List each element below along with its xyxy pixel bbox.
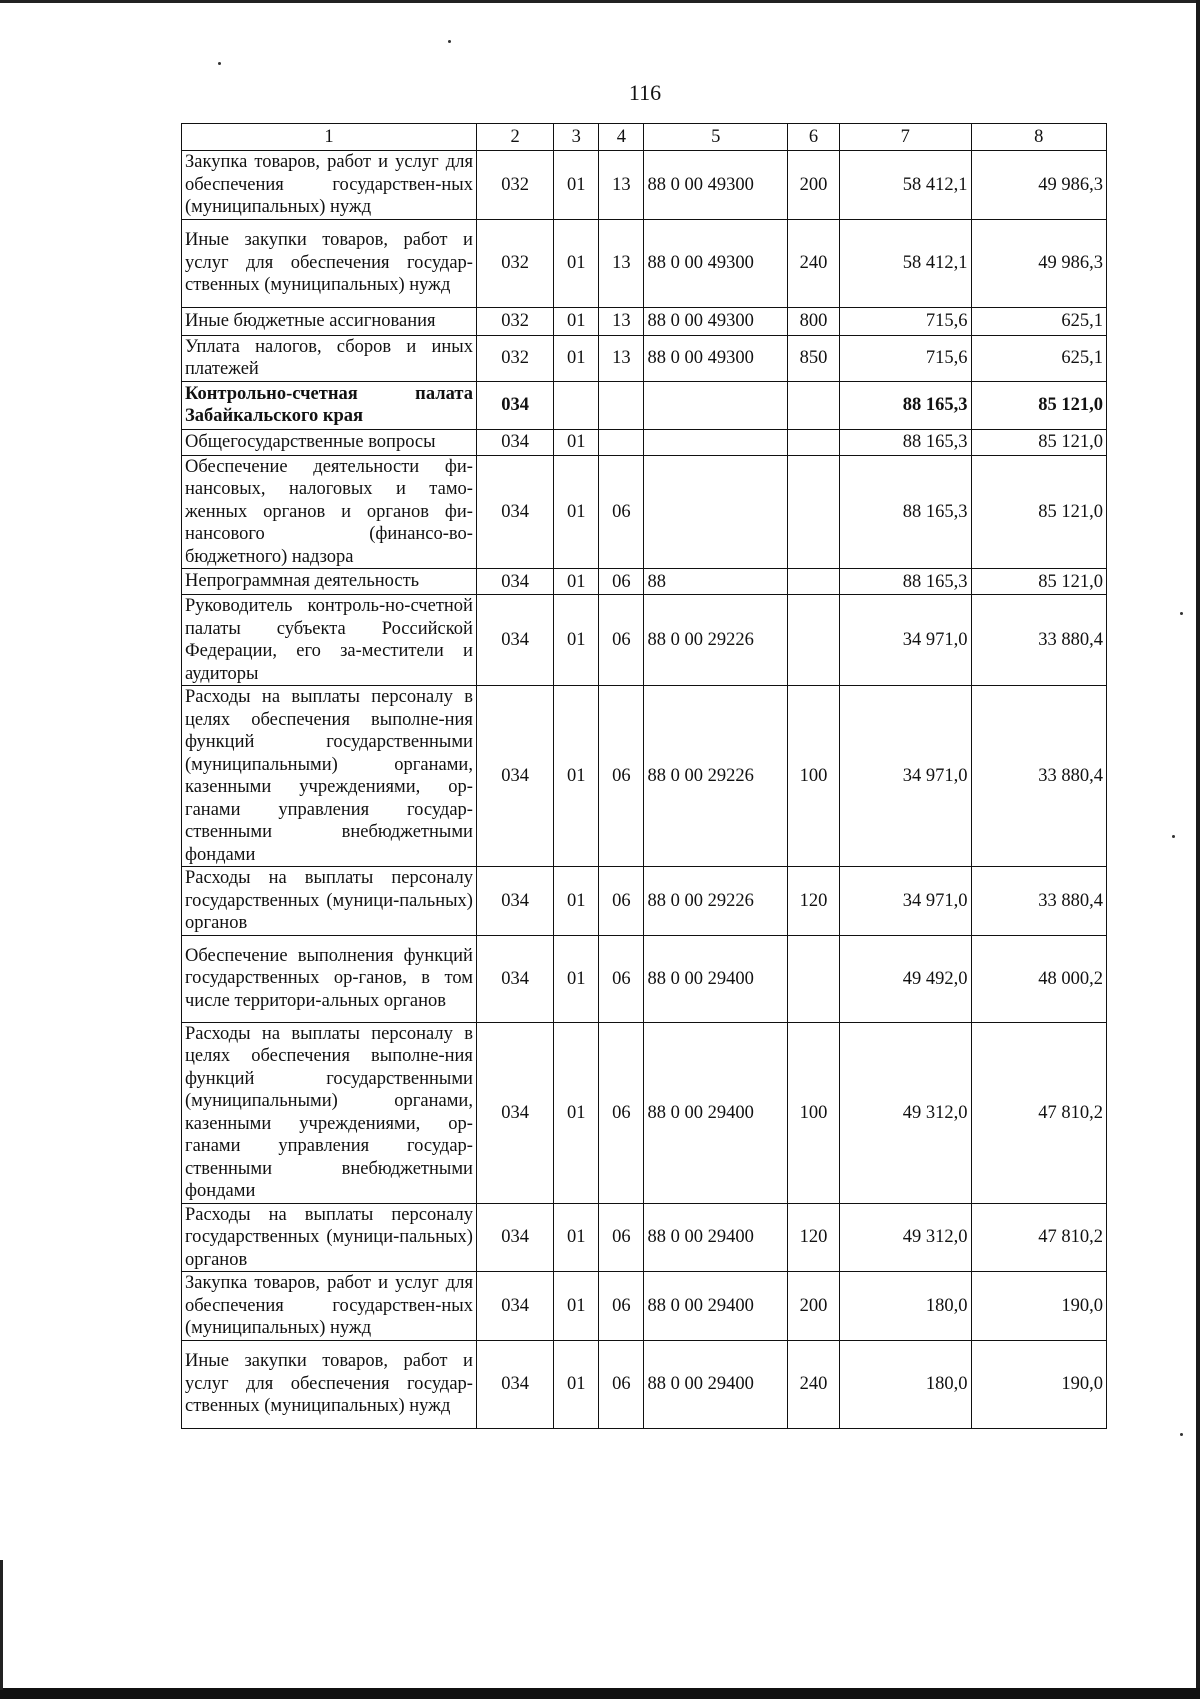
row-description: Уплата налогов, сборов и иных платежей: [182, 335, 477, 381]
cell-admin-code: 034: [476, 381, 553, 429]
table-row: [182, 867, 1107, 936]
cell-admin-code: 034: [476, 455, 553, 569]
cell-subsection-code: 13: [599, 335, 644, 381]
cell-amount-2: 33 880,4: [971, 867, 1106, 936]
cell-amount-1: 49 492,0: [840, 935, 971, 1022]
cell-subsection-code: 06: [599, 935, 644, 1022]
cell-amount-2: 625,1: [971, 335, 1106, 381]
cell-subsection-code: 06: [599, 595, 644, 686]
cell-expense-type: [787, 381, 839, 429]
scan-speck: [1180, 1433, 1183, 1436]
cell-admin-code: 034: [476, 686, 553, 867]
cell-expense-type: 100: [787, 686, 839, 867]
cell-amount-2: 33 880,4: [971, 686, 1106, 867]
row-description: Расходы на выплаты персоналу в целях обеспечения выполне-ния функций государственными (муниципальными) органами, казенными учреждениями, ор-ганами управления государ-ственными внебюджетными фондами: [182, 1022, 477, 1203]
cell-target-article: 88 0 00 29226: [644, 867, 787, 936]
table-row: [182, 429, 1107, 455]
column-header: 5: [644, 124, 787, 151]
cell-amount-2: 625,1: [971, 307, 1106, 335]
cell-amount-1: 715,6: [840, 307, 971, 335]
cell-target-article: 88 0 00 29400: [644, 1340, 787, 1428]
table-row: [182, 381, 1107, 429]
row-description: Непрограммная деятельность: [182, 569, 477, 595]
cell-expense-type: 200: [787, 1272, 839, 1341]
cell-amount-1: 715,6: [840, 335, 971, 381]
column-header: 4: [599, 124, 644, 151]
cell-subsection-code: 06: [599, 569, 644, 595]
table-row: [182, 935, 1107, 1022]
row-description: Закупка товаров, работ и услуг для обеспечения государствен-ных (муниципальных) нужд: [182, 1272, 477, 1341]
cell-expense-type: [787, 595, 839, 686]
table-row: [182, 569, 1107, 595]
cell-expense-type: [787, 569, 839, 595]
scan-edge-top: [0, 0, 1200, 3]
cell-section-code: 01: [554, 1203, 599, 1272]
budget-table: [181, 123, 1107, 1429]
cell-amount-2: 190,0: [971, 1272, 1106, 1341]
cell-admin-code: 034: [476, 1272, 553, 1341]
cell-target-article: 88 0 00 29400: [644, 1203, 787, 1272]
table-row: [182, 595, 1107, 686]
cell-section-code: 01: [554, 455, 599, 569]
scan-speck: [218, 62, 221, 65]
cell-admin-code: 034: [476, 1340, 553, 1428]
cell-amount-1: 58 412,1: [840, 219, 971, 307]
table-row: [182, 1203, 1107, 1272]
cell-expense-type: [787, 455, 839, 569]
cell-target-article: 88 0 00 29400: [644, 1272, 787, 1341]
cell-admin-code: 032: [476, 307, 553, 335]
cell-target-article: [644, 429, 787, 455]
row-description: Расходы на выплаты персоналу государственных (муници-пальных) органов: [182, 867, 477, 936]
cell-expense-type: 800: [787, 307, 839, 335]
cell-admin-code: 034: [476, 867, 553, 936]
column-header: 3: [554, 124, 599, 151]
cell-admin-code: 032: [476, 219, 553, 307]
table-row: [182, 686, 1107, 867]
row-description: Руководитель контроль-но-счетной палаты субъекта Российской Федерации, его за-местители и аудиторы: [182, 595, 477, 686]
row-description: Иные закупки товаров, работ и услуг для обеспечения государ-ственных (муниципальных) нужд: [182, 1340, 477, 1428]
cell-admin-code: 034: [476, 595, 553, 686]
cell-target-article: [644, 381, 787, 429]
cell-subsection-code: 06: [599, 1203, 644, 1272]
column-header: 2: [476, 124, 553, 151]
cell-admin-code: 034: [476, 429, 553, 455]
page-number: 116: [628, 80, 662, 105]
cell-expense-type: 200: [787, 151, 839, 220]
scan-edge-left: [0, 1560, 3, 1690]
row-description: Иные бюджетные ассигнования: [182, 307, 477, 335]
cell-amount-2: 85 121,0: [971, 381, 1106, 429]
cell-amount-1: 88 165,3: [840, 381, 971, 429]
cell-admin-code: 034: [476, 1203, 553, 1272]
cell-expense-type: [787, 935, 839, 1022]
cell-expense-type: 240: [787, 1340, 839, 1428]
cell-expense-type: 100: [787, 1022, 839, 1203]
cell-amount-2: 85 121,0: [971, 569, 1106, 595]
cell-target-article: 88 0 00 29400: [644, 935, 787, 1022]
cell-expense-type: 850: [787, 335, 839, 381]
cell-subsection-code: 13: [599, 219, 644, 307]
cell-section-code: 01: [554, 219, 599, 307]
cell-section-code: [554, 381, 599, 429]
column-header: 7: [840, 124, 971, 151]
cell-section-code: 01: [554, 686, 599, 867]
cell-subsection-code: 13: [599, 151, 644, 220]
cell-amount-2: 48 000,2: [971, 935, 1106, 1022]
row-description: Обеспечение деятельности фи-нансовых, налоговых и тамо-женных органов и органов фи-нансового (финансо-во-бюджетного) надзора: [182, 455, 477, 569]
cell-subsection-code: 06: [599, 867, 644, 936]
cell-admin-code: 032: [476, 151, 553, 220]
cell-subsection-code: 06: [599, 686, 644, 867]
column-header: 1: [182, 124, 477, 151]
table-row: [182, 455, 1107, 569]
table-row: [182, 335, 1107, 381]
cell-amount-1: 88 165,3: [840, 429, 971, 455]
cell-section-code: 01: [554, 307, 599, 335]
scan-edge-right: [1196, 0, 1200, 1699]
cell-subsection-code: 13: [599, 307, 644, 335]
cell-section-code: 01: [554, 569, 599, 595]
cell-section-code: 01: [554, 935, 599, 1022]
column-header: 6: [787, 124, 839, 151]
cell-target-article: 88 0 00 29226: [644, 595, 787, 686]
cell-amount-2: 85 121,0: [971, 429, 1106, 455]
cell-amount-2: 33 880,4: [971, 595, 1106, 686]
cell-target-article: 88 0 00 49300: [644, 335, 787, 381]
row-description: Обеспечение выполнения функций государственных ор-ганов, в том числе территори-альных органов: [182, 935, 477, 1022]
cell-amount-1: 34 971,0: [840, 686, 971, 867]
column-header: 8: [971, 124, 1106, 151]
row-description: Контрольно-счетная палата Забайкальского края: [182, 381, 477, 429]
cell-subsection-code: 06: [599, 455, 644, 569]
cell-target-article: 88: [644, 569, 787, 595]
cell-section-code: 01: [554, 595, 599, 686]
cell-amount-1: 180,0: [840, 1272, 971, 1341]
cell-subsection-code: [599, 429, 644, 455]
table-row: [182, 1272, 1107, 1341]
table-header-row: [182, 124, 1107, 151]
cell-target-article: 88 0 00 49300: [644, 307, 787, 335]
cell-amount-1: 49 312,0: [840, 1203, 971, 1272]
cell-expense-type: [787, 429, 839, 455]
cell-target-article: 88 0 00 29400: [644, 1022, 787, 1203]
scan-speck: [1180, 612, 1183, 615]
cell-admin-code: 032: [476, 335, 553, 381]
cell-section-code: 01: [554, 335, 599, 381]
cell-amount-1: 34 971,0: [840, 595, 971, 686]
cell-amount-1: 49 312,0: [840, 1022, 971, 1203]
table-row: [182, 307, 1107, 335]
cell-amount-1: 34 971,0: [840, 867, 971, 936]
cell-admin-code: 034: [476, 1022, 553, 1203]
cell-subsection-code: 06: [599, 1340, 644, 1428]
cell-subsection-code: [599, 381, 644, 429]
cell-amount-2: 49 986,3: [971, 151, 1106, 220]
row-description: Расходы на выплаты персоналу в целях обеспечения выполне-ния функций государственными (муниципальными) органами, казенными учреждениями, ор-ганами управления государ-ственными внебюджетными фондами: [182, 686, 477, 867]
cell-amount-2: 85 121,0: [971, 455, 1106, 569]
cell-amount-2: 47 810,2: [971, 1022, 1106, 1203]
cell-target-article: 88 0 00 49300: [644, 151, 787, 220]
cell-target-article: 88 0 00 49300: [644, 219, 787, 307]
cell-section-code: 01: [554, 1340, 599, 1428]
cell-expense-type: 120: [787, 1203, 839, 1272]
cell-target-article: [644, 455, 787, 569]
scan-speck: [1172, 835, 1175, 838]
cell-expense-type: 240: [787, 219, 839, 307]
row-description: Общегосударственные вопросы: [182, 429, 477, 455]
cell-amount-2: 49 986,3: [971, 219, 1106, 307]
scan-edge-bottom: [0, 1688, 1200, 1699]
table-row: [182, 151, 1107, 220]
table-row: [182, 219, 1107, 307]
cell-target-article: 88 0 00 29226: [644, 686, 787, 867]
cell-admin-code: 034: [476, 935, 553, 1022]
cell-amount-1: 58 412,1: [840, 151, 971, 220]
cell-section-code: 01: [554, 151, 599, 220]
cell-section-code: 01: [554, 1272, 599, 1341]
row-description: Иные закупки товаров, работ и услуг для обеспечения государ-ственных (муниципальных) нужд: [182, 219, 477, 307]
cell-section-code: 01: [554, 1022, 599, 1203]
cell-admin-code: 034: [476, 569, 553, 595]
row-description: Расходы на выплаты персоналу государственных (муници-пальных) органов: [182, 1203, 477, 1272]
row-description: Закупка товаров, работ и услуг для обеспечения государствен-ных (муниципальных) нужд: [182, 151, 477, 220]
cell-amount-1: 88 165,3: [840, 569, 971, 595]
table-row: [182, 1022, 1107, 1203]
cell-subsection-code: 06: [599, 1022, 644, 1203]
cell-amount-1: 180,0: [840, 1340, 971, 1428]
cell-amount-2: 47 810,2: [971, 1203, 1106, 1272]
scan-speck: [448, 40, 451, 43]
table-row: [182, 1340, 1107, 1428]
cell-section-code: 01: [554, 867, 599, 936]
cell-amount-2: 190,0: [971, 1340, 1106, 1428]
cell-expense-type: 120: [787, 867, 839, 936]
cell-subsection-code: 06: [599, 1272, 644, 1341]
cell-section-code: 01: [554, 429, 599, 455]
cell-amount-1: 88 165,3: [840, 455, 971, 569]
